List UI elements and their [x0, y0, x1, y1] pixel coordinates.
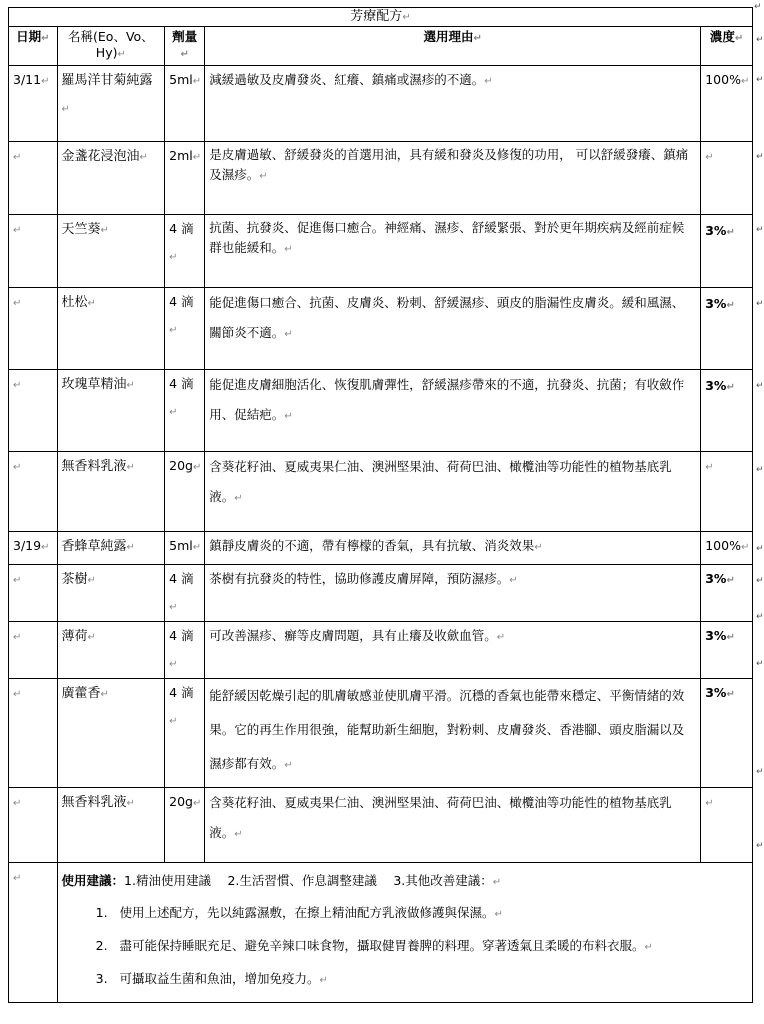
paragraph-mark: ↵	[756, 299, 764, 309]
table-header-row	[9, 27, 753, 66]
table-row	[9, 142, 753, 215]
table-title: 芳療配方↵	[9, 8, 753, 27]
row-conc: 100%↵	[701, 532, 753, 565]
advice-summary: 1.精油使用建議 2.生活習慣、作息調整建議 3.其他改善建議：	[124, 873, 493, 888]
row-reason: 能促進皮膚細胞活化、恢復肌膚彈性，舒緩濕疹帶來的不適，抗發炎、抗菌；有收斂作用、促結疤。↵	[205, 370, 701, 452]
table-row	[9, 370, 753, 452]
row-conc: 3%↵	[701, 622, 753, 679]
paragraph-mark: ↵	[756, 576, 764, 586]
row-qty: 20g↵	[165, 788, 205, 863]
table-row	[9, 288, 753, 370]
row-conc: 3%↵	[701, 679, 753, 788]
advice-row	[9, 863, 753, 1003]
paragraph-mark: ↵	[756, 35, 764, 45]
paragraph-mark: ↵	[756, 767, 764, 777]
paragraph-mark: ↵	[756, 152, 764, 162]
row-conc: 3%↵	[701, 565, 753, 622]
row-qty: 4 滴↵	[165, 622, 205, 679]
table-row	[9, 532, 753, 565]
row-name: 羅馬洋甘菊純露↵	[57, 66, 165, 142]
table-title-row	[9, 8, 753, 27]
row-date: ↵	[9, 565, 58, 622]
row-date: ↵	[9, 863, 58, 1003]
row-qty: 5ml↵	[165, 532, 205, 565]
table-row	[9, 788, 753, 863]
row-date: ↵	[9, 215, 58, 288]
row-name: 薄荷↵	[57, 622, 165, 679]
row-name: 香蜂草純露↵	[57, 532, 165, 565]
row-reason: 含葵花籽油、夏威夷果仁油、澳洲堅果油、荷荷巴油、橄欖油等功能性的植物基底乳液。↵	[205, 788, 701, 863]
paragraph-mark: ↵	[756, 841, 764, 851]
row-name: 廣藿香↵	[57, 679, 165, 788]
row-reason: 能促進傷口癒合、抗菌、皮膚炎、粉刺、舒緩濕疹、頭皮的脂漏性皮膚炎。緩和風濕、關節炎不適。↵	[205, 288, 701, 370]
paragraph-mark: ↵	[756, 75, 764, 85]
row-conc: 3%↵	[701, 288, 753, 370]
row-conc: ↵	[701, 788, 753, 863]
row-reason: 抗菌、抗發炎、促進傷口癒合。神經痛、濕疹、舒緩緊張、對於更年期疾病及經前症候群也能緩和。↵	[205, 215, 701, 288]
row-date: 3/19↵	[9, 532, 58, 565]
row-reason: 減緩過敏及皮膚發炎、紅癢、鎮痛或濕疹的不適。↵	[205, 66, 701, 142]
paragraph-mark: ↵	[756, 225, 764, 235]
row-qty: 4 滴↵	[165, 565, 205, 622]
advice-list	[62, 897, 748, 996]
paragraph-mark: ↵	[756, 381, 764, 391]
row-reason: 茶樹有抗發炎的特性，協助修護皮膚屏障，預防濕疹。↵	[205, 565, 701, 622]
header-name: 名稱(Eo、Vo、Hy)↵	[57, 27, 165, 66]
row-qty: 4 滴↵	[165, 215, 205, 288]
row-conc: 3%↵	[701, 370, 753, 452]
row-qty: 4 滴↵	[165, 679, 205, 788]
row-reason: 可改善濕疹、癬等皮膚問題，具有止癢及收歛血管。↵	[205, 622, 701, 679]
row-reason: 能舒緩因乾燥引起的肌膚敏感並使肌膚平滑。沉穩的香氣也能帶來穩定、平衡情緒的效果。它的再生作用很強，能幫助新生細胞，對粉刺、皮膚發炎、香港腳、頭皮脂漏以及濕疹都有效。↵	[205, 679, 701, 788]
list-item: 2. 盡可能保持睡眠充足、避免辛辣口味食物，攝取健胃養脾的料理。穿著透氣且柔暖的布料衣服。↵	[112, 930, 748, 963]
row-qty: 5ml↵	[165, 66, 205, 142]
paragraph-mark: ↵	[756, 659, 764, 669]
row-conc: ↵	[701, 452, 753, 532]
row-qty: 2ml↵	[165, 142, 205, 215]
row-date: ↵	[9, 288, 58, 370]
row-name: 天竺葵↵	[57, 215, 165, 288]
list-item: 3. 可攝取益生菌和魚油，增加免疫力。↵	[112, 963, 748, 996]
header-date: 日期↵	[9, 27, 58, 66]
paragraph-mark: ↵	[756, 544, 764, 554]
header-qty: 劑量↵	[165, 27, 205, 66]
table-row	[9, 622, 753, 679]
row-date: ↵	[9, 788, 58, 863]
paragraph-mark: ↵	[754, 2, 762, 12]
table-row	[9, 452, 753, 532]
table-row	[9, 679, 753, 788]
header-conc: 濃度↵	[701, 27, 753, 66]
paragraph-mark: ↵	[756, 465, 764, 475]
row-name: 金盞花浸泡油↵	[57, 142, 165, 215]
advice-header: 使用建議：1.精油使用建議 2.生活習慣、作息調整建議 3.其他改善建議：↵	[61, 873, 502, 888]
row-name: 玫瑰草精油↵	[57, 370, 165, 452]
aromatherapy-formula-table	[8, 7, 753, 1003]
row-qty: 20g↵	[165, 452, 205, 532]
row-date: ↵	[9, 142, 58, 215]
row-qty: 4 滴↵	[165, 370, 205, 452]
row-date: ↵	[9, 452, 58, 532]
row-date: 3/11↵	[9, 66, 58, 142]
row-name: 無香料乳液↵	[57, 452, 165, 532]
table-row	[9, 565, 753, 622]
row-date: ↵	[9, 370, 58, 452]
list-item: 1. 使用上述配方，先以純露濕敷，在擦上精油配方乳液做修護與保濕。↵	[112, 897, 748, 930]
row-reason: 是皮膚過敏、舒緩發炎的首選用油，具有緩和發炎及修復的功用， 可以舒緩發癢、鎮痛及濕疹。↵	[205, 142, 701, 215]
row-conc: ↵	[701, 142, 753, 215]
paragraph-mark: ↵	[756, 612, 764, 622]
row-date: ↵	[9, 622, 58, 679]
row-name: 杜松↵	[57, 288, 165, 370]
header-reason: 選用理由↵	[205, 27, 701, 66]
row-reason: 含葵花籽油、夏威夷果仁油、澳洲堅果油、荷荷巴油、橄欖油等功能性的植物基底乳液。↵	[205, 452, 701, 532]
row-conc: 3%↵	[701, 215, 753, 288]
table-row	[9, 66, 753, 142]
row-name: 無香料乳液↵	[57, 788, 165, 863]
row-qty: 4 滴↵	[165, 288, 205, 370]
row-conc: 100%↵	[701, 66, 753, 142]
row-name: 茶樹↵	[57, 565, 165, 622]
table-row	[9, 215, 753, 288]
advice-label: 使用建議：	[61, 873, 125, 888]
usage-advice	[57, 863, 752, 1003]
row-reason: 鎮靜皮膚炎的不適，帶有檸檬的香氣，具有抗敏、消炎效果↵	[205, 532, 701, 565]
row-date: ↵	[9, 679, 58, 788]
